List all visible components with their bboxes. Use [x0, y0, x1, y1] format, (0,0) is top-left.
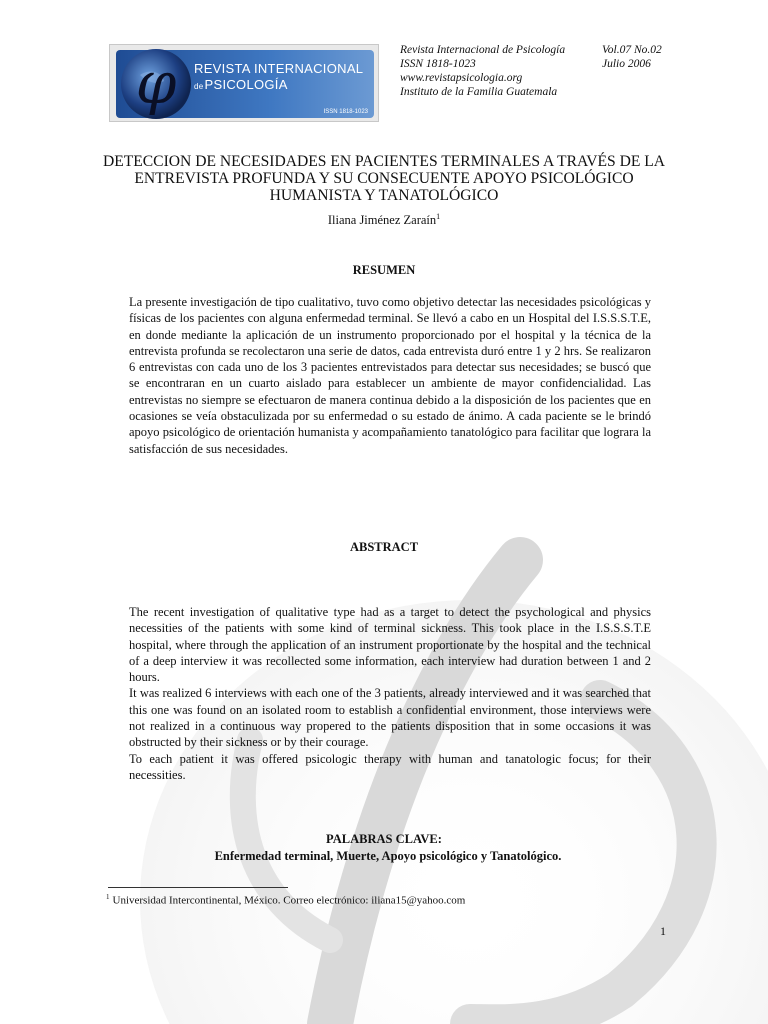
resumen-text [129, 294, 651, 457]
resumen-paragraph: La presente investigación de tipo cualitativo, tuvo como objetivo detectar las necesidades psicológicas y físicas de los pacientes con alguna enfermedad terminal. Se llevó a cabo en un Hospital del I.S.S.S.T.E, en donde mediante la aplicación de un instrumento proporcionado por el hospital y la técnica de la entrevista profunda se recolectaron una serie de datos, cada entrevista duró entre 1 y 2 hrs. Se realizaron 6 entrevistas con cada uno de los 3 pacientes entrevistados para detectar sus necesidades; se buscó que se encontraran en un cuarto aislado para establecer un ambiente de mayor confidencialidad. Las entrevistas no siempre se efectuaron de manera continua debido a la disposición de los pacientes que en ocasiones se veía obstaculizada por su enfermedad o su estado de ánimo. A cada paciente se le brindó apoyo psicológico de orientación humanista y acompañamiento tanatológico para facilitar que lograra la satisfacción de sus necesidades. [129, 295, 651, 456]
logo-title-word: PSICOLOGÍA [204, 77, 288, 92]
page-number: 1 [660, 924, 666, 938]
logo-title-line1: REVISTA INTERNACIONAL [194, 61, 364, 76]
footnote [106, 893, 465, 907]
logo-title-line2 [194, 77, 288, 92]
logo-title-prefix: de [194, 82, 204, 91]
footnote-mark: 1 [106, 893, 110, 901]
journal-institute: Instituto de la Familia Guatemala [400, 86, 558, 98]
keywords-list: Enfermedad terminal, Muerte, Apoyo psicológico y Tanatológico. [214, 849, 562, 863]
article-title: DETECCION DE NECESIDADES EN PACIENTES TERMINALES A TRAVÉS DE LA ENTREVISTA PROFUNDA Y SU CONSECUENTE APOYO PSICOLÓGICO HUMANISTA Y TANATOLÓGICO [102, 153, 666, 204]
journal-issn: ISSN 1818-1023 [400, 58, 476, 70]
abstract-heading: ABSTRACT [349, 540, 419, 554]
svg-text:φ: φ [135, 49, 177, 117]
resumen-heading: RESUMEN [352, 263, 416, 277]
abstract-paragraph-2: It was realized 6 interviews with each one of the 3 patients, already interviewed and it was searched that this one was found on an isolated room to establish a confidential environment, those interviews were not realized in a continuous way propered to the patients disposition that in some occasions it was obstructed by their sickness or by their courage. [129, 686, 651, 750]
journal-issue [602, 43, 662, 71]
logo-issn: ISSN 1818-1023 [323, 109, 368, 115]
footnote-divider [108, 887, 288, 888]
footnote-text: Universidad Intercontinental, México. Correo electrónico: iliana15@yahoo.com [112, 894, 466, 907]
journal-info [400, 43, 565, 99]
abstract-paragraph-3: To each patient it was offered psicologic therapy with human and tanatologic focus; for their necessities. [129, 751, 651, 782]
journal-website: www.revistapsicologia.org [400, 72, 523, 84]
journal-date: Julio 2006 [602, 58, 651, 70]
abstract-paragraph-1: The recent investigation of qualitative type had as a target to detect the psychological and physics necessities of the patients with some kind of terminal sickness. This took place in the I.S.S.S.T.E hospital, where through the application of an instrument proportionate by the hospital and the technical of a deep interview it was recollected some information, each interview had duration between 1 and 2 hours. [129, 605, 651, 685]
author-footnote-mark: 1 [436, 212, 441, 221]
abstract-text [129, 604, 651, 783]
article-author [0, 212, 768, 228]
journal-logo [109, 44, 379, 122]
journal-volume: Vol.07 No.02 [602, 44, 662, 56]
journal-name: Revista Internacional de Psicología [400, 44, 566, 56]
author-name: Iliana Jiménez Zaraín [327, 213, 437, 228]
keywords-heading: PALABRAS CLAVE: [326, 832, 442, 846]
